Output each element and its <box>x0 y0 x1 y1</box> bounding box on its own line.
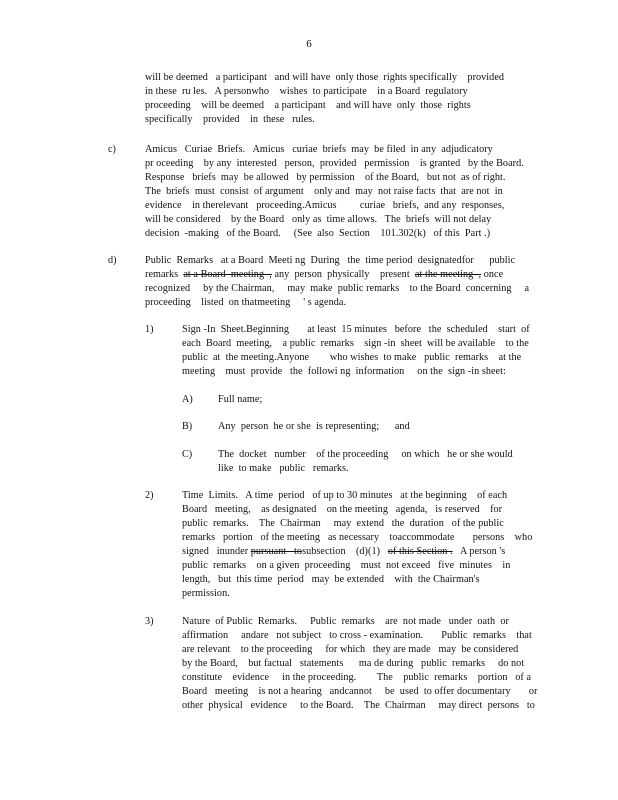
item-3-line: Nature of Public Remarks. Public remarks are not made under oath or <box>182 616 509 627</box>
text-run: subsection (d)(1) <box>302 546 388 557</box>
section-d-line <box>145 269 503 280</box>
strikethrough-text: of this Section . <box>387 546 453 557</box>
subitem-a-label: A) <box>182 394 193 405</box>
strikethrough-text: pursuant to <box>250 546 303 557</box>
item-3-line: are relevant to the proceeding for which they are made may be considered <box>182 644 519 655</box>
item-1-line: Sign -In Sheet.Beginning at least 15 minutes before the scheduled start of <box>182 324 530 335</box>
section-d-line: Public Remarks at a Board Meeti ng During the time period designatedfor public <box>145 255 516 266</box>
item-1-line: public at the meeting.Anyone who wishes to make public remarks at the <box>182 352 522 363</box>
subitem-b-label: B) <box>182 421 193 432</box>
subitem-a-line: Full name; <box>218 394 263 405</box>
item-3-label: 3) <box>145 616 154 627</box>
section-c-line: Response briefs may be allowed by permission of the Board, but not as of right. <box>145 172 506 183</box>
section-d-line: recognized by the Chairman, may make public remarks to the Board concerning a <box>145 283 530 294</box>
subitem-c-line: The docket number of the proceeding on which he or she would <box>218 449 513 460</box>
item-2-line <box>182 546 505 557</box>
item-1-line: each Board meeting, a public remarks sign -in sheet will be available to the <box>182 338 529 349</box>
strikethrough-text: at the meeting , <box>414 269 482 280</box>
text-run: signed inunder <box>182 546 251 557</box>
section-d-line: proceeding listed on thatmeeting ' s agenda. <box>145 297 347 308</box>
subitem-c-label: C) <box>182 449 193 460</box>
intro-line: proceeding will be deemed a participant and will have only those rights <box>145 100 471 111</box>
text-run: remarks <box>145 269 184 280</box>
section-d-label: d) <box>108 255 117 266</box>
item-2-line: permission. <box>182 588 230 599</box>
text-run: A person 's <box>452 546 506 557</box>
section-c-line: The briefs must consist of argument only and may not raise facts that are not in <box>145 186 503 197</box>
item-3-line: affirmation andare not subject to cross - examination. Public remarks that <box>182 630 532 641</box>
item-2-line: Board meeting, as designated on the meeting agenda, is reserved for <box>182 504 503 515</box>
intro-line: will be deemed a participant and will have only those rights specifically provided <box>145 72 505 83</box>
item-2-line: public remarks on a given proceeding must not exceed five minutes in <box>182 560 511 571</box>
intro-line: specifically provided in these rules. <box>145 114 315 125</box>
text-run: once <box>481 269 504 280</box>
section-c-line: will be considered by the Board only as time allows. The briefs will not delay <box>145 214 492 225</box>
strikethrough-text: at a Board meeting , <box>183 269 272 280</box>
item-2-line: length, but this time period may be extended with the Chairman's <box>182 574 480 585</box>
section-c-label: c) <box>108 144 116 155</box>
subitem-b-line: Any person he or she is representing; and <box>218 421 410 432</box>
text-run: any person physically present <box>271 269 415 280</box>
item-2-line: remarks portion of the meeting as necessary toaccommodate persons who <box>182 532 533 543</box>
section-c-line: pr oceeding by any interested person, provided permission is granted by the Board. <box>145 158 524 169</box>
page-number: 6 <box>306 38 312 50</box>
subitem-c-line: like to make public remarks. <box>218 463 349 474</box>
item-3-line: by the Board, but factual statements ma de during public remarks do not <box>182 658 525 669</box>
item-3-line: constitute evidence in the proceeding. The public remarks portion of a <box>182 672 532 683</box>
item-1-line: meeting must provide the followi ng information on the sign -in sheet: <box>182 366 506 377</box>
section-c-line: evidence in therelevant proceeding.Amicus curiae briefs, and any responses, <box>145 200 505 211</box>
item-2-line: public remarks. The Chairman may extend the duration of the public <box>182 518 504 529</box>
section-c-line: decision -making of the Board. (See also Section 101.302(k) of this Part .) <box>145 228 491 239</box>
section-c-line: Amicus Curiae Briefs. Amicus curiae briefs may be filed in any adjudicatory <box>145 144 493 155</box>
item-3-line: Board meeting is not a hearing andcannot be used to offer documentary or <box>182 686 538 697</box>
item-2-label: 2) <box>145 490 154 501</box>
item-3-line: other physical evidence to the Board. The Chairman may direct persons to <box>182 700 535 711</box>
intro-line: in these ru les. A personwho wishes to participate in a Board regulatory <box>145 86 468 97</box>
item-2-line: Time Limits. A time period of up to 30 minutes at the beginning of each <box>182 490 508 501</box>
item-1-label: 1) <box>145 324 154 335</box>
